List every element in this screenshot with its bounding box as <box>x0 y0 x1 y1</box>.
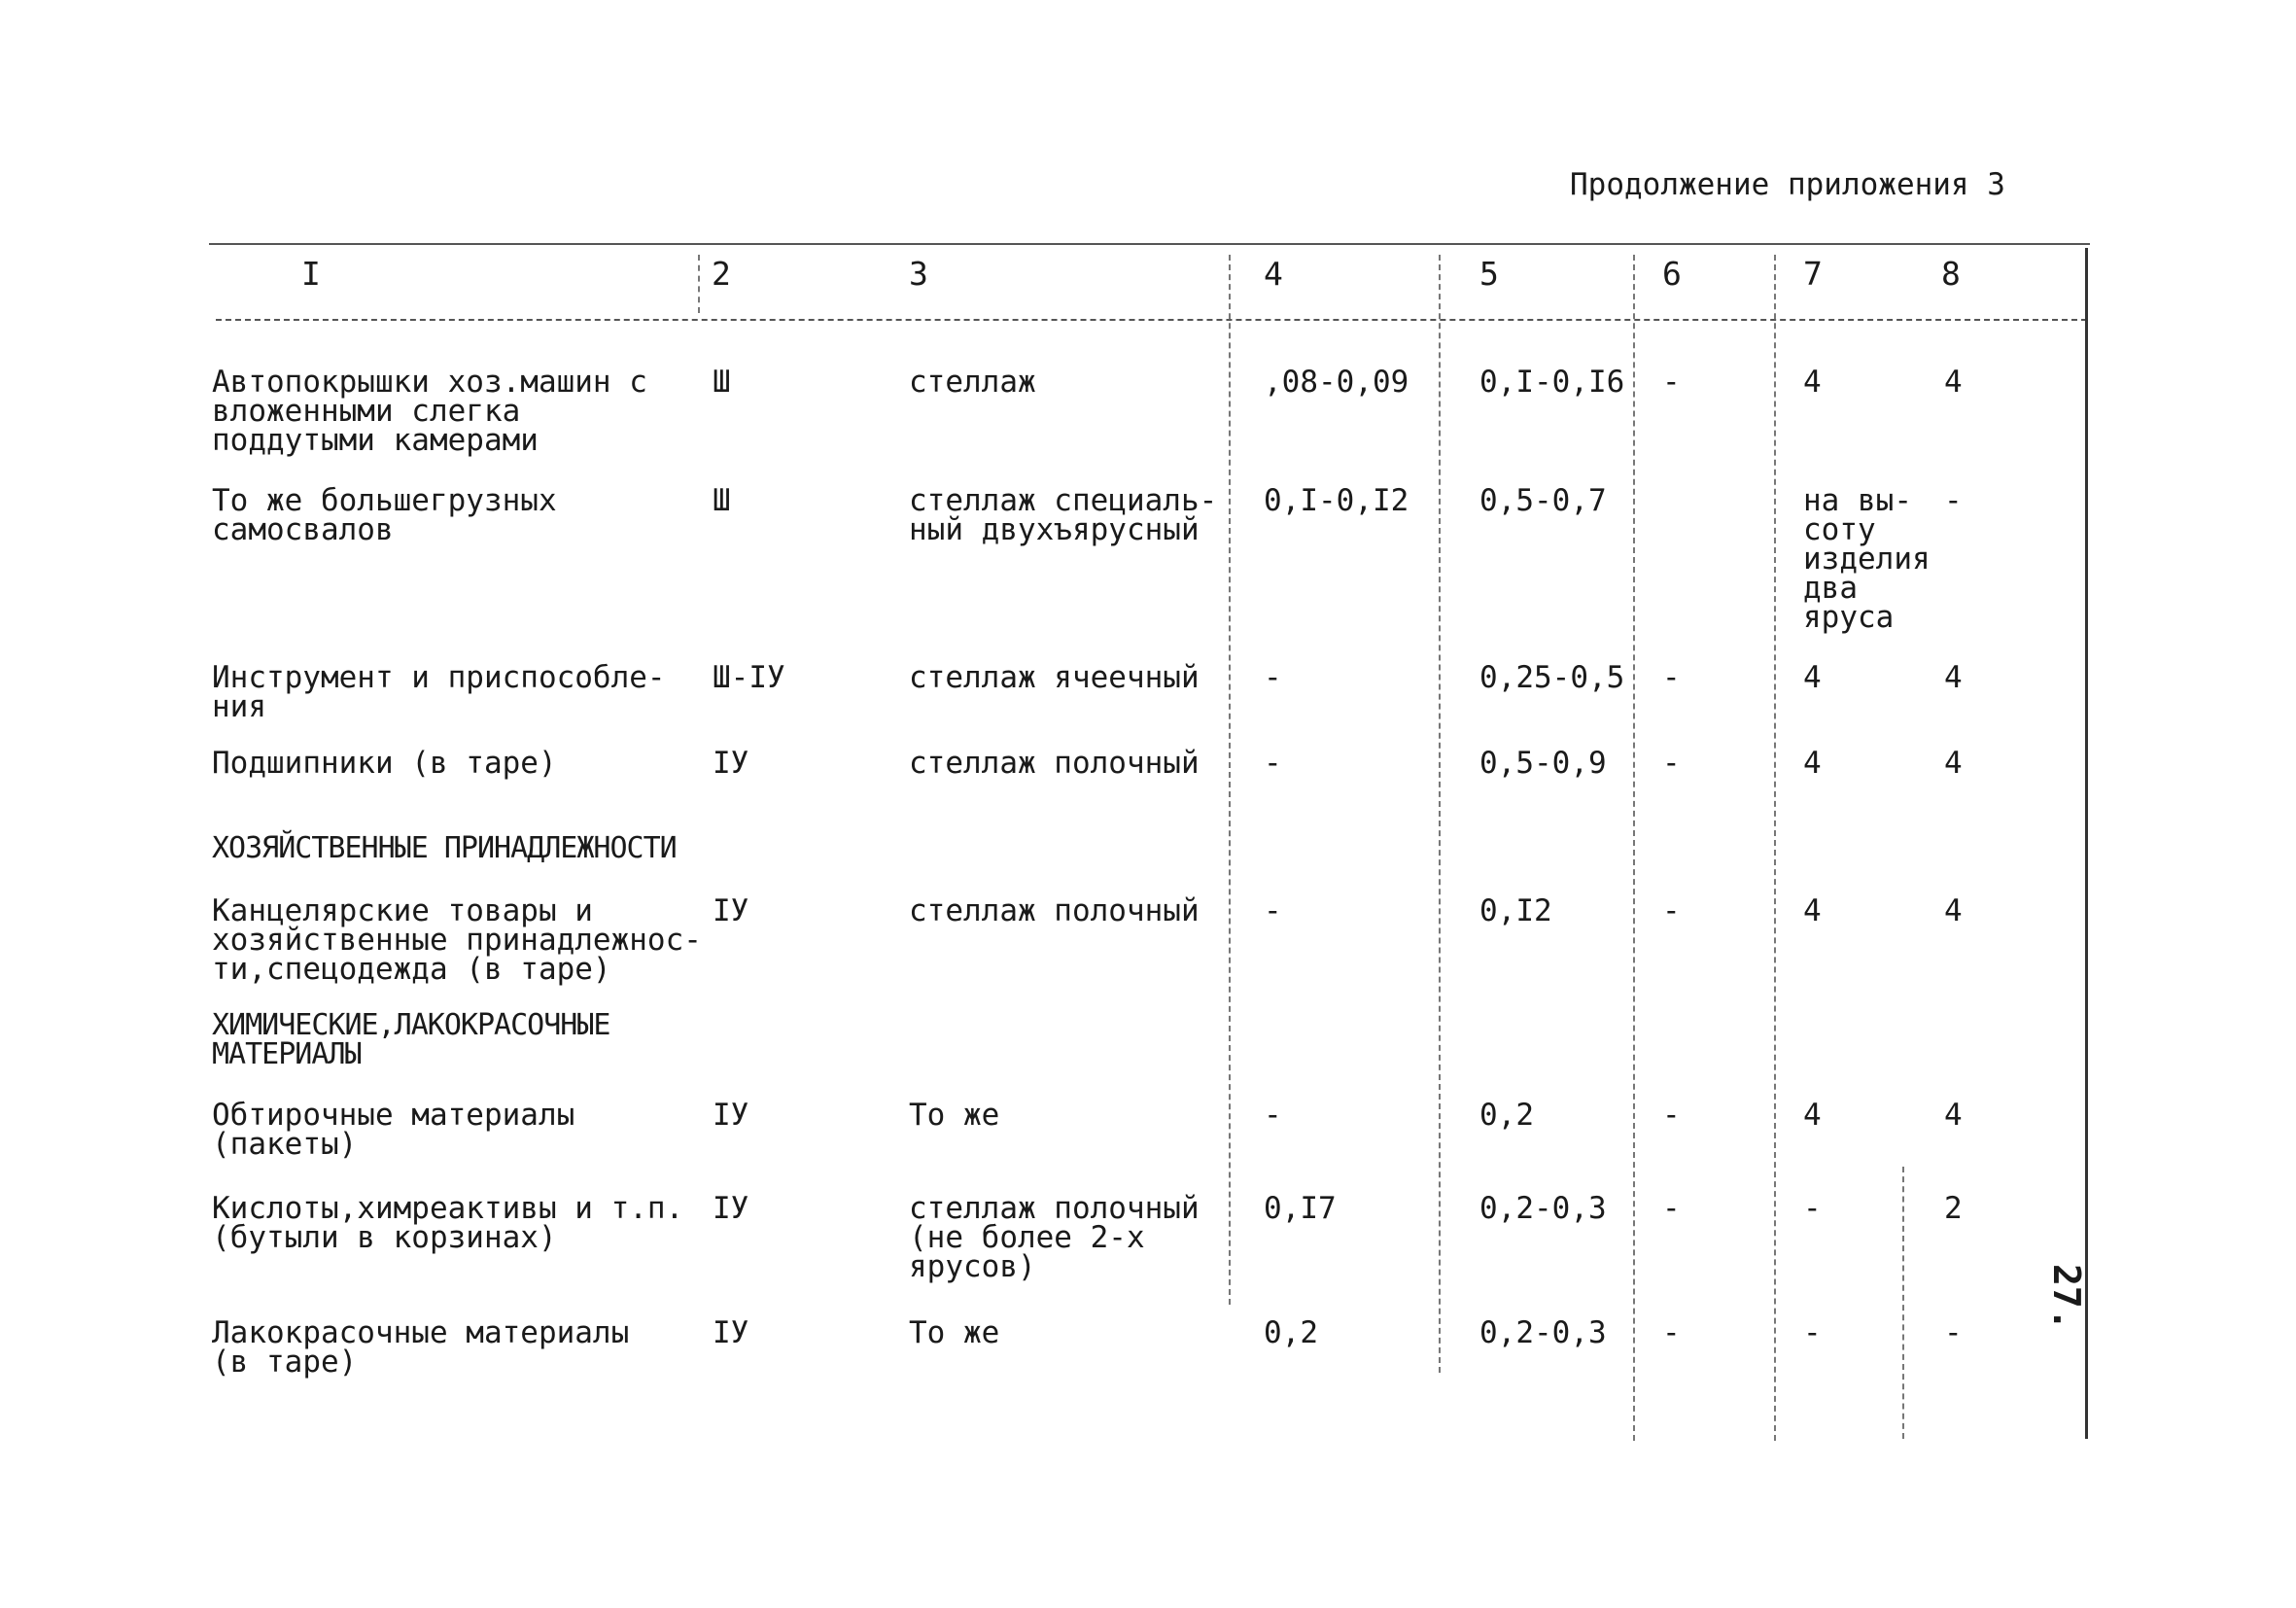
table-cell: 0,2 <box>1264 1315 1318 1350</box>
table-cell: - <box>1662 893 1681 928</box>
column-divider <box>1774 255 1776 1441</box>
table-cell: - <box>1264 893 1282 928</box>
table-cell: Ш <box>713 483 731 518</box>
table-cell: - <box>1803 1315 1822 1350</box>
column-header-5: 5 <box>1479 255 1499 293</box>
column-header-4: 4 <box>1264 255 1283 293</box>
section-heading: ХОЗЯЙСТВЕННЫЕ ПРИНАДЛЕЖНОСТИ <box>212 831 677 865</box>
table-cell: IУ <box>713 1315 749 1350</box>
table-cell: 0,I7 <box>1264 1191 1337 1226</box>
table-cell: Кислоты,химреактивы и т.п. (бутыли в корзинах) <box>212 1191 684 1255</box>
table-cell: - <box>1662 365 1681 400</box>
table-cell: - <box>1264 746 1282 781</box>
table-cell: - <box>1944 483 1963 518</box>
column-header-3: 3 <box>909 255 928 293</box>
table-cell: 4 <box>1803 893 1822 928</box>
table-cell: IУ <box>713 893 749 928</box>
table-cell: - <box>1264 660 1282 695</box>
table-cell: 2 <box>1944 1191 1963 1226</box>
table-cell: - <box>1662 660 1681 695</box>
table-cell: 0,25-0,5 <box>1479 660 1625 695</box>
table-cell: стеллаж полочный <box>909 746 1200 781</box>
table-cell: То же <box>909 1315 1000 1350</box>
table-right-border <box>2085 248 2088 1439</box>
table-cell: 0,5-0,9 <box>1479 746 1607 781</box>
table-cell: - <box>1662 1191 1681 1226</box>
table-cell: - <box>1944 1315 1963 1350</box>
table-cell: Обтирочные материалы (пакеты) <box>212 1098 575 1162</box>
table-cell: IУ <box>713 746 749 781</box>
table-cell: 0,2-0,3 <box>1479 1315 1607 1350</box>
table-cell: То же большегрузных самосвалов <box>212 483 557 547</box>
table-top-rule <box>209 243 2090 245</box>
table-cell: - <box>1662 1315 1681 1350</box>
table-header-rule <box>216 319 2087 321</box>
column-header-1: I <box>301 255 321 293</box>
section-heading: ХИМИЧЕСКИЕ,ЛАКОКРАСОЧНЫЕ МАТЕРИАЛЫ <box>212 1008 610 1071</box>
table-cell: 4 <box>1944 365 1963 400</box>
table-cell: 4 <box>1803 660 1822 695</box>
column-header-8: 8 <box>1941 255 1961 293</box>
table-cell: То же <box>909 1098 1000 1133</box>
column-divider <box>1902 1167 1904 1439</box>
table-cell: стеллаж ячеечный <box>909 660 1200 695</box>
table-cell: - <box>1662 1098 1681 1133</box>
column-divider <box>1439 255 1441 1373</box>
column-header-2: 2 <box>712 255 731 293</box>
table-cell: 0,2-0,3 <box>1479 1191 1607 1226</box>
table-cell: Ш <box>713 365 731 400</box>
table-cell: ,08-0,09 <box>1264 365 1409 400</box>
table-cell: стеллаж <box>909 365 1036 400</box>
table-cell: Лакокрасочные материалы (в таре) <box>212 1315 630 1380</box>
table-cell: IУ <box>713 1098 749 1133</box>
table-cell: на вы- соту изделия два яруса <box>1803 483 1931 635</box>
table-cell: 0,I-0,I6 <box>1479 365 1625 400</box>
table-cell: стеллаж специаль- ный двухъярусный <box>909 483 1218 547</box>
table-cell: 0,I2 <box>1479 893 1552 928</box>
column-header-7: 7 <box>1803 255 1823 293</box>
table-cell: Автопокрышки хоз.машин с вложенными слегка поддутыми камерами <box>212 365 647 458</box>
table-cell: 4 <box>1803 1098 1822 1133</box>
table-cell: - <box>1264 1098 1282 1133</box>
table-cell: 4 <box>1944 893 1963 928</box>
page-number: 27. <box>2045 1264 2088 1331</box>
table-cell: - <box>1662 746 1681 781</box>
table-cell: IУ <box>713 1191 749 1226</box>
table-cell: 4 <box>1944 1098 1963 1133</box>
column-divider <box>698 255 700 313</box>
table-cell: Инструмент и приспособле- ния <box>212 660 666 724</box>
table-cell: 4 <box>1803 365 1822 400</box>
table-cell: Ш-IУ <box>713 660 785 695</box>
table-cell: - <box>1803 1191 1822 1226</box>
column-divider <box>1633 255 1635 1441</box>
table-cell: 4 <box>1803 746 1822 781</box>
column-divider <box>1229 255 1231 1305</box>
table-cell: 0,2 <box>1479 1098 1534 1133</box>
table-cell: стеллаж полочный (не более 2-х ярусов) <box>909 1191 1200 1284</box>
table-cell: 4 <box>1944 746 1963 781</box>
table-cell: стеллаж полочный <box>909 893 1200 928</box>
table-cell: Канцелярские товары и хозяйственные принадлежнос- ти,спецодежда (в таре) <box>212 893 702 987</box>
table-cell: Подшипники (в таре) <box>212 746 557 781</box>
column-header-6: 6 <box>1662 255 1682 293</box>
table-cell: 0,I-0,I2 <box>1264 483 1409 518</box>
page-heading: Продолжение приложения 3 <box>1570 167 2005 202</box>
table-cell: 4 <box>1944 660 1963 695</box>
table-cell: 0,5-0,7 <box>1479 483 1607 518</box>
